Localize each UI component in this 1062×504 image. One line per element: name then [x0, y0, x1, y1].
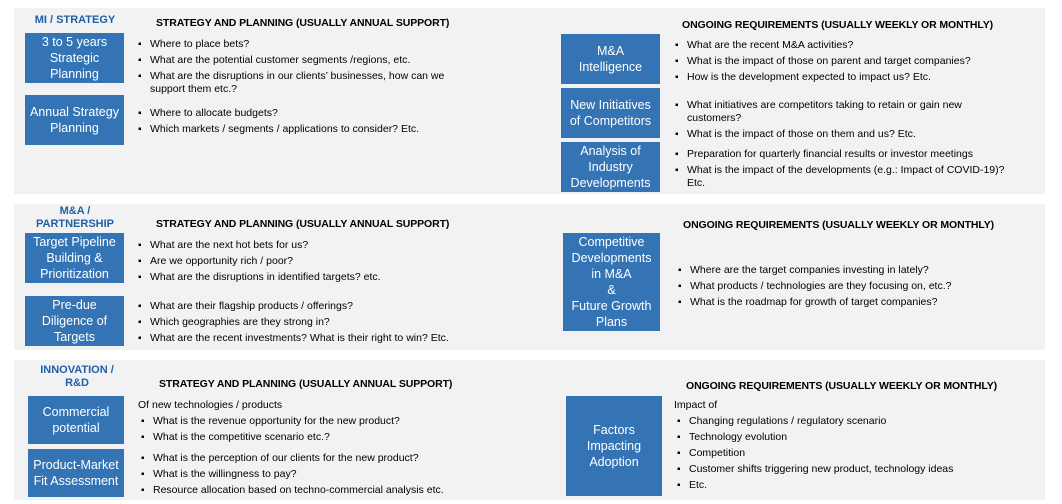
- box-3-5-year-strategic-planning: 3 to 5 years Strategic Planning: [25, 33, 124, 83]
- box-product-market-fit: Product-Market Fit Assessment: [28, 449, 124, 497]
- bullets-product-market-fit: [141, 452, 481, 500]
- bullet-item: ▪ What are the recent M&A activities?: [675, 39, 1020, 52]
- bullet-item: ▪ What is the willingness to pay?: [141, 468, 481, 481]
- bullet-item: ▪ Which markets / segments / applications to consider? Etc.: [138, 123, 478, 136]
- bullets-target-pipeline-building: [138, 239, 478, 287]
- bullet-item: ▪ What is the impact of those on them and us? Etc.: [675, 128, 1005, 141]
- category-label-ma-partnership: M&A / PARTNERSHIP: [35, 205, 115, 230]
- box-annual-strategy-planning: Annual Strategy Planning: [25, 95, 124, 145]
- bullets-3-5-year-strategic-planning: [138, 38, 478, 99]
- bullet-item: ▪ Customer shifts triggering new product, technology ideas: [677, 463, 1022, 476]
- left-intro-text: Of new technologies / products: [138, 399, 283, 411]
- bullet-item: ▪ Competition: [677, 447, 1022, 460]
- bullet-item: ▪ What are their flagship products / offerings?: [138, 300, 478, 313]
- bullet-item: ▪ What is the competitive scenario etc.?: [141, 431, 481, 444]
- box-factors-impacting-adoption: Factors Impacting Adoption: [566, 396, 662, 496]
- bullets-competitive-developments-in-ma: [678, 264, 1023, 312]
- bullet-item: ▪ What are the disruptions in identified targets? etc.: [138, 271, 478, 284]
- bullet-item: ▪ Where are the target companies investing in lately?: [678, 264, 1023, 277]
- bullet-item: ▪ Technology evolution: [677, 431, 1022, 444]
- section-1-right-heading: ONGOING REQUIREMENTS (USUALLY WEEKLY OR MONTHLY): [682, 19, 994, 31]
- bullet-item: ▪ Preparation for quarterly financial results or investor meetings: [675, 148, 1020, 161]
- bullets-ma-intelligence: [675, 39, 1020, 87]
- bullet-item: ▪ How is the development expected to impact us? Etc.: [675, 71, 1020, 84]
- bullet-item: ▪ What are the next hot bets for us?: [138, 239, 478, 252]
- bullet-item: ▪ Which geographies are they strong in?: [138, 316, 478, 329]
- category-label-mi-strategy: MI / STRATEGY: [34, 14, 116, 26]
- section-2-left-heading: STRATEGY AND PLANNING (USUALLY ANNUAL SUPPORT): [156, 218, 450, 230]
- bullet-item: ▪ What is the revenue opportunity for the new product?: [141, 415, 481, 428]
- bullet-item: ▪ What is the roadmap for growth of target companies?: [678, 296, 1023, 309]
- box-new-initiatives-of-competitors: New Initiatives of Competitors: [561, 88, 660, 138]
- section-3-right-heading: ONGOING REQUIREMENTS (USUALLY WEEKLY OR MONTHLY): [686, 380, 998, 392]
- box-ma-intelligence: M&A Intelligence: [561, 34, 660, 84]
- box-target-pipeline-building: Target Pipeline Building & Prioritization: [25, 233, 124, 283]
- bullet-item: ▪ Changing regulations / regulatory scenario: [677, 415, 1022, 428]
- box-commercial-potential: Commercial potential: [28, 396, 124, 444]
- section-3-left-heading: STRATEGY AND PLANNING (USUALLY ANNUAL SUPPORT): [159, 378, 453, 390]
- bullets-pre-due-diligence: [138, 300, 478, 348]
- section-2-right-heading: ONGOING REQUIREMENTS (USUALLY WEEKLY OR MONTHLY): [683, 219, 995, 231]
- bullet-item: ▪ Etc.: [677, 479, 1022, 492]
- box-analysis-of-industry-developments: Analysis of Industry Developments: [561, 142, 660, 192]
- bullet-item: ▪ What products / technologies are they focusing on, etc.?: [678, 280, 1023, 293]
- bullet-item: ▪ Resource allocation based on techno-commercial analysis etc.: [141, 484, 481, 497]
- bullet-item: ▪ What is the impact of those on parent and target companies?: [675, 55, 1020, 68]
- bullets-factors-impacting-adoption: [677, 415, 1022, 495]
- bullet-item: ▪ Where to place bets?: [138, 38, 478, 51]
- bullet-item: ▪ What is the impact of the developments (e.g.: Impact of COVID-19)? Etc.: [675, 164, 1020, 190]
- category-label-innovation-rd: INNOVATION / R&D: [40, 364, 114, 389]
- box-pre-due-diligence: Pre-due Diligence of Targets: [25, 296, 124, 346]
- section-1-left-heading: STRATEGY AND PLANNING (USUALLY ANNUAL SUPPORT): [156, 17, 450, 29]
- bullet-item: ▪ What are the potential customer segments /regions, etc.: [138, 54, 478, 67]
- bullets-annual-strategy-planning: [138, 107, 478, 139]
- bullets-new-initiatives-of-competitors: [675, 99, 1005, 144]
- bullet-item: ▪ What are the disruptions in our clients’ businesses, how can we support them etc.?: [138, 70, 478, 96]
- bullet-item: ▪ What initiatives are competitors taking to retain or gain new customers?: [675, 99, 1005, 125]
- bullet-item: ▪ Where to allocate budgets?: [138, 107, 478, 120]
- bullet-item: ▪ Are we opportunity rich / poor?: [138, 255, 478, 268]
- right-intro-text: Impact of: [674, 399, 718, 411]
- bullet-item: ▪ What are the recent investments? What is their right to win? Etc.: [138, 332, 478, 345]
- bullet-item: ▪ What is the perception of our clients for the new product?: [141, 452, 481, 465]
- bullets-commercial-potential: [141, 415, 481, 447]
- box-competitive-developments-in-ma: Competitive Developments in M&A & Future Growth Plans: [563, 233, 660, 331]
- bullets-analysis-of-industry-developments: [675, 148, 1020, 193]
